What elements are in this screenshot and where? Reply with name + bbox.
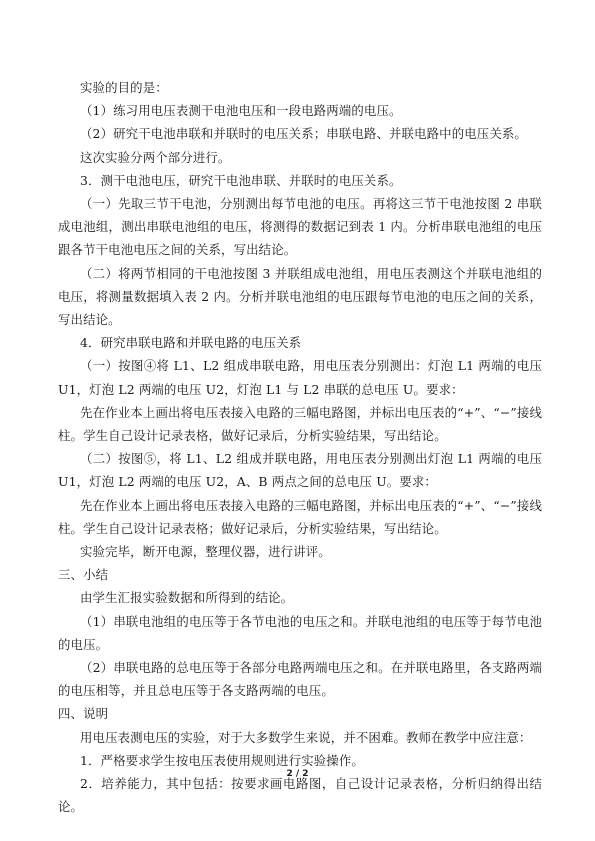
paragraph: 先在作业本上画出将电压表接入电路的三幅电路图，并标出电压表的“+”、“−”接线柱。学生自己设计记录表格；做好记录后，分析实验结果，写出结论。 xyxy=(58,497,542,536)
paragraph: （2）串联电路的总电压等于各部分电路两端电压之和。在并联电路里，各支路两端的电压相等，并且总电压等于各支路两端的电压。 xyxy=(58,660,542,699)
paragraph: （二）按图⑤，将 L1、L2 组成并联电路，用电压表分别测出灯泡 L1 两端的电压 U1，灯泡 L2 两端的电压 U2，A、B 两点之间的总电压 U。要求： xyxy=(58,451,542,490)
paragraph: 1．严格要求学生按电压表使用规则进行实验操作。 xyxy=(80,752,364,768)
paragraph: 这次实验分两个部分进行。 xyxy=(80,149,231,165)
page-number: 2 / 2 xyxy=(286,769,309,779)
paragraph: 由学生汇报实验数据和所得到的结论。 xyxy=(80,590,294,606)
section-heading: 4．研究串联电路和并联电路的电压关系 xyxy=(80,335,302,351)
paragraph: （二）将两节相同的干电池按图 3 并联组成电池组，用电压表测这个并联电池组的电压，将测量数据填入表 2 内。分析并联电池组的电压跟每节电池的电压之间的关系，写出结论。 xyxy=(58,265,542,328)
paragraph: 实验的目的是： xyxy=(80,80,168,95)
paragraph: （2）研究干电池串联和并联时的电压关系；串联电路、并联电路中的电压关系。 xyxy=(80,126,527,142)
paragraph: （一）先取三节干电池，分别测出每节电池的电压。再将这三节干电池按图 2 串联成电池组，测出串联电池组的电压，将测得的数据记到表 1 内。分析串联电池组的电压跟各节干电池电压之间的关系，写出结论。 xyxy=(58,196,542,258)
paragraph: （1）练习用电压表测干电池电压和一段电路两端的电压。 xyxy=(80,103,402,119)
paragraph: （一）按图④将 L1、L2 组成串联电路，用电压表分别测出：灯泡 L1 两端的电压 U1，灯泡 L2 两端的电压 U2，灯泡 L1 与 L2 串联的总电压 U。要求： xyxy=(58,358,542,397)
paragraph: （1）串联电池组的电压等于各节电池的电压之和。并联电池组的电压等于每节电池的电压。 xyxy=(58,613,542,652)
paragraph: 用电压表测电压的实验，对于大多数学生来说，并不困难。教师在教学中应注意： xyxy=(80,729,532,745)
paragraph: 先在作业本上画出将电压表接入电路的三幅电路图，并标出电压表的“+”、“−”接线柱。学生自己设计记录表格，做好记录后，分析实验结果，写出结论。 xyxy=(58,404,542,444)
document-body xyxy=(58,76,542,819)
paragraph: 实验完毕，断开电源，整理仪器，进行讲评。 xyxy=(80,544,331,560)
section-heading: 3．测干电池电压，研究干电池串联、并联时的电压关系。 xyxy=(80,172,402,188)
paragraph: 2．培养能力，其中包括：按要求画电路图，自己设计记录表格，分析归纳得出结论。 xyxy=(58,776,542,815)
section-heading: 四、说明 xyxy=(58,706,109,722)
section-heading: 三、小结 xyxy=(58,567,109,583)
